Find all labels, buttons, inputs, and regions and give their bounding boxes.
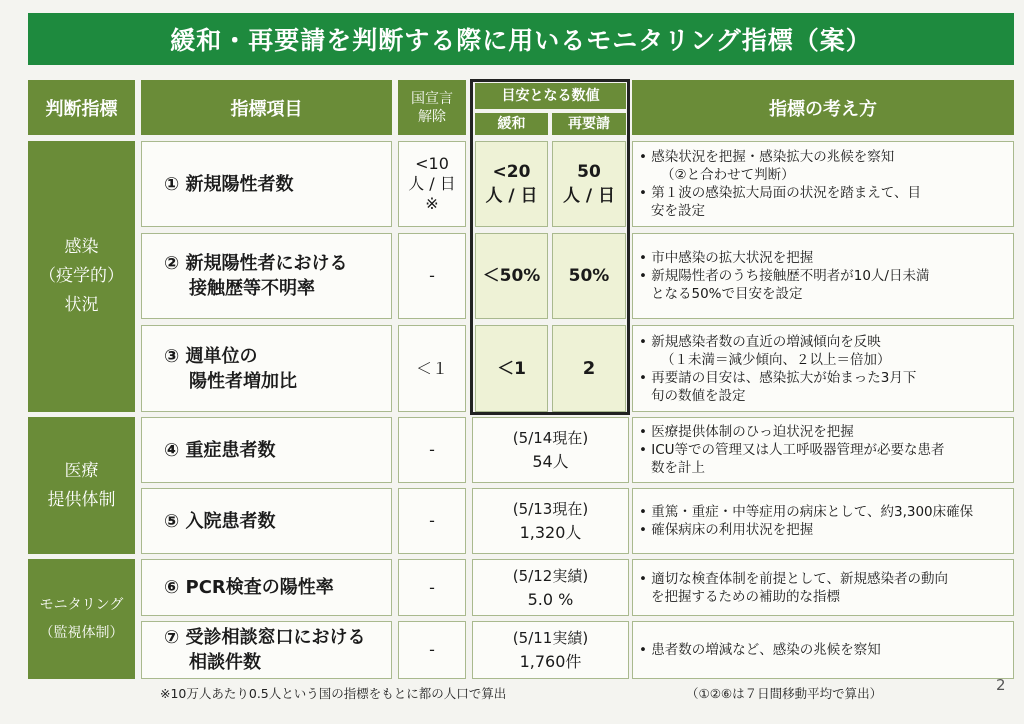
lift-line: ＜１ xyxy=(415,358,448,378)
category-infection-line1: 感染 xyxy=(64,237,99,257)
table-row-lift xyxy=(398,141,466,227)
item-label: ② 新規陽性者における xyxy=(164,253,348,274)
table-row-lift xyxy=(398,488,466,554)
table-row-item xyxy=(141,621,392,679)
header-lift-line1: 国宣言 xyxy=(411,90,453,107)
item-label: 接触歴等不明率 xyxy=(189,278,315,299)
value-date: (5/13現在) xyxy=(512,500,589,518)
table-row-notes xyxy=(632,559,1014,616)
note-line: • 患者数の増減など、感染の兆候を察知 xyxy=(639,642,881,658)
table-row-lift xyxy=(398,233,466,319)
table-row-rerequest xyxy=(552,141,626,227)
header-rerequest: 再要請 xyxy=(552,113,626,135)
footnote-right: （①②⑥は７日間移動平均で算出） xyxy=(686,686,883,701)
item-label: 相談件数 xyxy=(189,652,261,673)
note-line: • 感染状況を把握・感染拡大の兆候を察知 xyxy=(639,149,895,165)
item-label: ⑦ 受診相談窓口における xyxy=(164,627,366,648)
table-row-relax xyxy=(475,233,548,319)
header-items: 指標項目 xyxy=(141,80,392,135)
note-line: • ICU等での管理又は人工呼吸器管理が必要な患者 xyxy=(639,442,945,458)
relax-line: ＜50% xyxy=(482,266,541,286)
table-row-lift xyxy=(398,559,466,616)
lift-line: - xyxy=(429,577,435,597)
item-label: ④ 重症患者数 xyxy=(164,439,276,461)
note-line: • 新規陽性者のうち接触歴不明者が10人/日未満 xyxy=(639,268,930,284)
table-row-relax xyxy=(475,325,548,412)
item-label: ⑥ PCR検査の陽性率 xyxy=(164,577,334,598)
rerequest-line: 2 xyxy=(582,357,596,379)
header-lift xyxy=(398,80,466,135)
category-infection-line3: 状況 xyxy=(64,295,99,315)
table-row-item xyxy=(141,233,392,319)
value-number: 54人 xyxy=(532,452,569,471)
lift-line: - xyxy=(429,266,435,285)
table-row-notes xyxy=(632,233,1014,319)
note-line: となる50%で目安を設定 xyxy=(651,286,803,302)
table-row-lift xyxy=(398,417,466,483)
value-number: 5.0 % xyxy=(527,589,574,609)
note-line: • 市中感染の拡大状況を把握 xyxy=(639,250,814,266)
table-row-value xyxy=(472,621,629,679)
table-row-value xyxy=(472,559,629,616)
note-line: 安を設定 xyxy=(651,203,705,219)
table-row-lift xyxy=(398,325,466,412)
note-line: • 第１波の感染拡大局面の状況を踏まえて、目 xyxy=(639,185,921,201)
lift-line: - xyxy=(429,640,435,659)
note-line: 数を計上 xyxy=(651,460,705,476)
lift-line: 人 / 日 xyxy=(408,174,456,193)
relax-line: <20 xyxy=(492,162,531,182)
category-infection xyxy=(28,141,135,412)
header-lift-line2: 解除 xyxy=(418,108,446,125)
header-concept: 指標の考え方 xyxy=(632,80,1014,135)
category-medical-line1: 医療 xyxy=(64,460,99,481)
relax-line: 人 / 日 xyxy=(485,186,538,206)
note-line: を把握するための補助的な指標 xyxy=(651,588,840,605)
value-number: 1,320人 xyxy=(519,523,582,542)
note-line: • 医療提供体制のひっ迫状況を把握 xyxy=(639,424,854,440)
table-row-item xyxy=(141,325,392,412)
value-date: (5/14現在) xyxy=(512,429,589,447)
lift-line: ※ xyxy=(425,194,439,213)
table-row-rerequest xyxy=(552,233,626,319)
note-line: • 適切な検査体制を前提として、新規感染者の動向 xyxy=(639,570,948,587)
table-row-notes xyxy=(632,325,1014,412)
relax-line: ＜1 xyxy=(497,358,526,379)
value-date: (5/11実績) xyxy=(512,629,589,647)
item-label: 陽性者増加比 xyxy=(189,370,297,392)
table-row-notes xyxy=(632,621,1014,679)
category-monitoring xyxy=(28,559,135,679)
header-target: 目安となる数値 xyxy=(475,83,626,109)
rerequest-line: 50% xyxy=(568,266,610,286)
table-row-notes xyxy=(632,417,1014,483)
category-monitoring-line1: モニタリング xyxy=(39,597,124,613)
table-row-notes xyxy=(632,141,1014,227)
rerequest-line: 人 / 日 xyxy=(562,186,616,206)
category-monitoring-line2: （監視体制） xyxy=(39,625,124,641)
header-relax: 緩和 xyxy=(475,113,548,135)
rerequest-line: 50 xyxy=(577,162,601,182)
value-date: (5/12実績) xyxy=(512,566,589,585)
page-title: 緩和・再要請を判断する際に用いるモニタリング指標（案） xyxy=(28,13,1014,65)
table-row-rerequest xyxy=(552,325,626,412)
lift-line: <10 xyxy=(415,154,449,173)
table-row-value xyxy=(472,488,629,554)
table-row-item xyxy=(141,488,392,554)
table-row-lift xyxy=(398,621,466,679)
note-line: 旬の数値を設定 xyxy=(651,387,746,404)
category-medical-line2: 提供体制 xyxy=(47,489,116,510)
note-line: • 再要請の目安は、感染拡大が始まった3月下 xyxy=(639,369,917,386)
note-line: （②と合わせて判断） xyxy=(661,167,795,183)
table-row-item xyxy=(141,141,392,227)
value-number: 1,760件 xyxy=(519,652,582,671)
category-medical xyxy=(28,417,135,554)
table-row-item xyxy=(141,417,392,483)
item-label: ⑤ 入院患者数 xyxy=(164,510,276,532)
note-line: • 新規感染者数の直近の増減傾向を反映 xyxy=(639,333,881,350)
table-row-item xyxy=(141,559,392,616)
footnote-left: ※10万人あたり0.5人という国の指標をもとに都の人口で算出 xyxy=(160,686,507,701)
table-row-relax xyxy=(475,141,548,227)
category-infection-line2: （疫学的） xyxy=(39,266,124,286)
lift-line: - xyxy=(429,511,435,530)
item-label: ③ 週単位の xyxy=(164,345,258,367)
note-line: • 重篤・重症・中等症用の病床として、約3,300床確保 xyxy=(639,504,974,520)
table-row-notes xyxy=(632,488,1014,554)
lift-line: - xyxy=(429,440,435,459)
page-number: 2 xyxy=(996,676,1006,694)
item-label: ① 新規陽性者数 xyxy=(164,173,294,195)
table-row-value xyxy=(472,417,629,483)
note-line: （１未満＝減少傾向、２以上＝倍加） xyxy=(661,351,891,368)
header-judgment: 判断指標 xyxy=(28,80,135,135)
note-line: • 確保病床の利用状況を把握 xyxy=(639,522,814,538)
